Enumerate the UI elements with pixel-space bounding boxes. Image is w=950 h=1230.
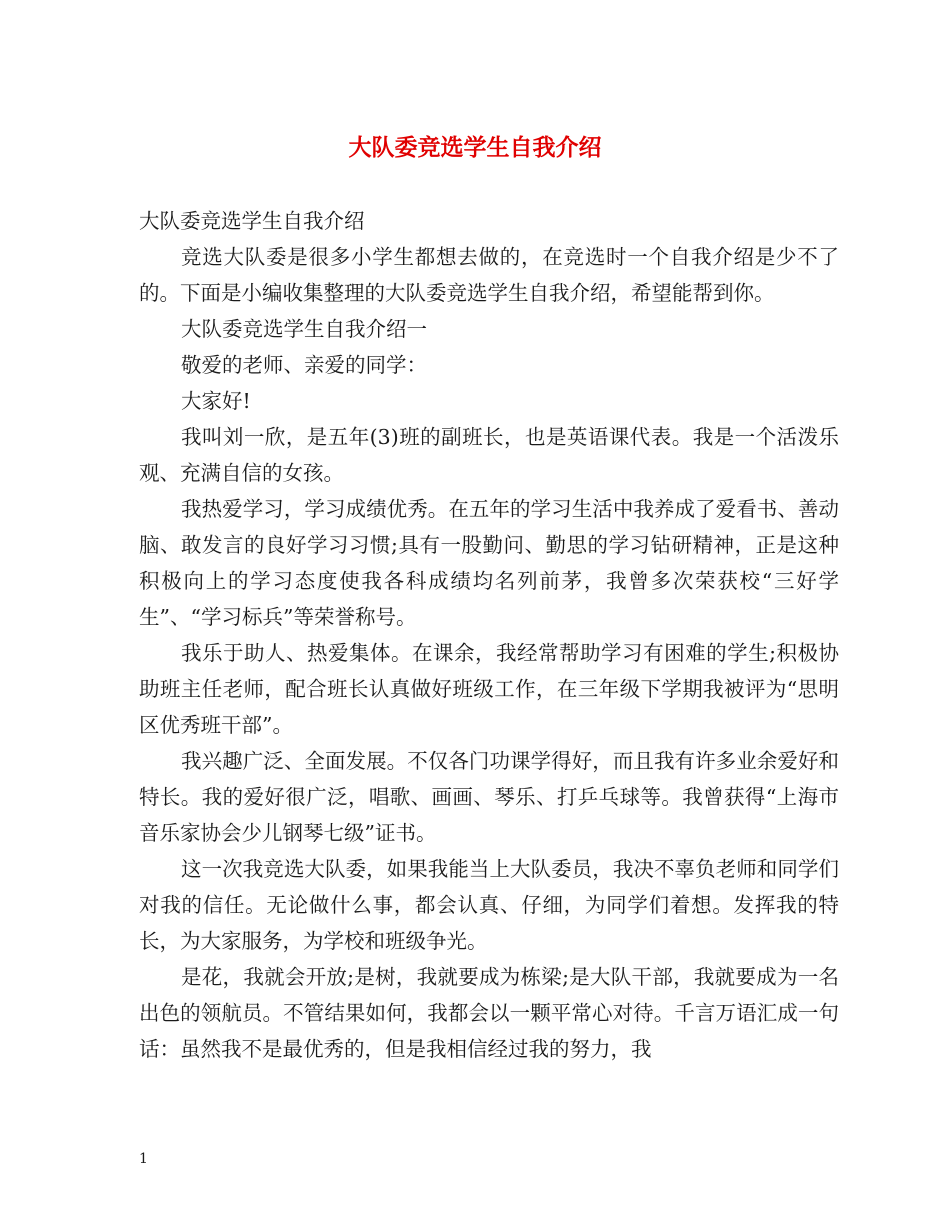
body-paragraph: 是花，我就会开放;是树，我就要成为栋梁;是大队干部，我就要成为一名出色的领航员。不管结果如何，我都会以一颗平常心对待。千言万语汇成一句话：虽然我不是最优秀的，但是我相信经过我的努力，我 xyxy=(139,965,839,1061)
body-paragraph: 我乐于助人、热爱集体。在课余，我经常帮助学习有困难的学生;积极协助班主任老师，配合班长认真做好班级工作，在三年级下学期我被评为“思明区优秀班干部”。 xyxy=(139,641,839,737)
subtitle-paragraph: 大队委竞选学生自我介绍 xyxy=(139,209,365,233)
body-paragraph: 这一次我竞选大队委，如果我能当上大队委员，我决不辜负老师和同学们对我的信任。无论做什么事，都会认真、仔细，为同学们着想。发挥我的特长，为大家服务，为学校和班级争光。 xyxy=(139,857,839,953)
body-paragraph: 我叫刘一欣，是五年(3)班的副班长，也是英语课代表。我是一个活泼乐观、充满自信的女孩。 xyxy=(139,425,839,485)
document-title: 大队委竞选学生自我介绍 xyxy=(348,134,602,161)
section-heading: 大队委竞选学生自我介绍一 xyxy=(181,317,427,341)
page-number: 1 xyxy=(139,1151,148,1167)
greeting: 大家好! xyxy=(181,389,251,413)
salutation: 敬爱的老师、亲爱的同学： xyxy=(181,353,427,377)
body-paragraph: 我热爱学习，学习成绩优秀。在五年的学习生活中我养成了爱看书、善动脑、敢发言的良好学习习惯;具有一股勤问、勤思的学习钻研精神，正是这种积极向上的学习态度使我各科成绩均名列前茅，我曾多次荣获校“三好学生”、“学习标兵”等荣誉称号。 xyxy=(139,497,839,629)
body-paragraph: 我兴趣广泛、全面发展。不仅各门功课学得好，而且我有许多业余爱好和特长。我的爱好很广泛，唱歌、画画、琴乐、打乒乓球等。我曾获得“上海市音乐家协会少儿钢琴七级”证书。 xyxy=(139,749,839,845)
document-body xyxy=(139,203,839,1067)
intro-paragraph: 竞选大队委是很多小学生都想去做的，在竞选时一个自我介绍是少不了的。下面是小编收集整理的大队委竞选学生自我介绍，希望能帮到你。 xyxy=(139,245,839,305)
